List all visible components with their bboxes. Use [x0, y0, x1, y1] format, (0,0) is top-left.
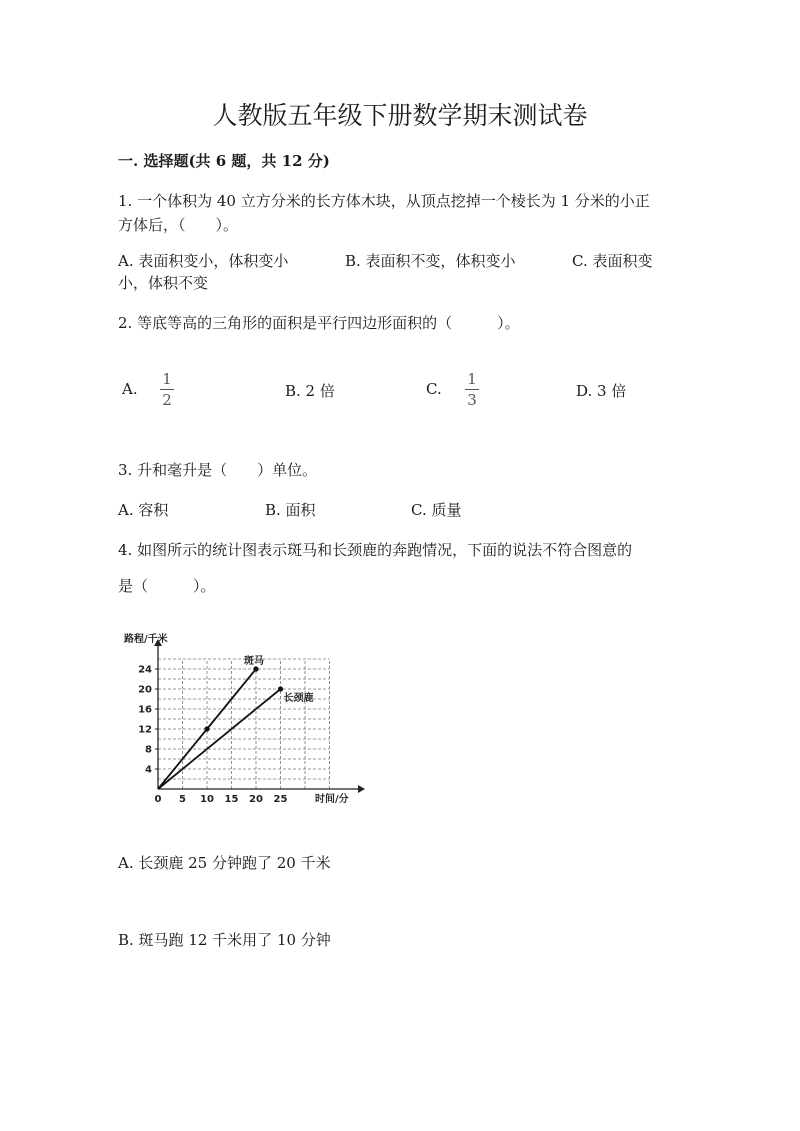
question-1-option-b: B. 表面积不变，体积变小: [345, 252, 516, 270]
question-2-option-b: B. 2 倍: [285, 382, 335, 400]
fraction-denominator: 2: [162, 391, 172, 409]
question-4-line2: 是（ ）。: [118, 577, 216, 595]
question-3-option-b: B. 面积: [265, 501, 316, 519]
y-tick-label: 12: [138, 724, 152, 736]
page-title: 人教版五年级下册数学期末测试卷: [212, 101, 588, 130]
x-tick-label: 15: [224, 794, 239, 805]
x-tick-label: 5: [179, 794, 186, 805]
series-label: 长颈鹿: [283, 693, 314, 704]
y-axis-label: 路程/千米: [124, 634, 168, 645]
chart-ticks: [138, 665, 287, 806]
section-heading: 一. 选择题(共 6 题，共 12 分): [118, 152, 330, 170]
question-1-option-a: A. 表面积变小，体积变小: [118, 252, 289, 270]
y-tick-label: 4: [145, 764, 152, 776]
question-4-option-a: A. 长颈鹿 25 分钟跑了 20 千米: [118, 854, 331, 872]
question-2-option-d: D. 3 倍: [576, 382, 627, 400]
y-tick-label: 8: [145, 744, 152, 756]
speed-chart: [110, 628, 375, 813]
series-label: 斑马: [244, 656, 264, 667]
question-3-text: 3. 升和毫升是（ ）单位。: [118, 461, 318, 479]
series-line-1: [158, 689, 281, 789]
chart-grid: [158, 659, 330, 789]
x-axis-label: 时间/分: [315, 794, 349, 805]
question-1-option-c: C. 表面积变: [572, 252, 653, 270]
question-1-line2: 方体后，（ ）。: [118, 216, 239, 234]
y-tick-label: 20: [138, 684, 152, 696]
question-2-option-c-label: C.: [426, 380, 442, 398]
series-point: [253, 666, 258, 671]
question-2-text: 2. 等底等高的三角形的面积是平行四边形面积的（ ）。: [118, 314, 520, 332]
x-tick-label: 10: [200, 794, 214, 805]
x-tick-label: 25: [273, 794, 288, 805]
question-1-option-c-cont: 小，体积不变: [118, 274, 209, 292]
question-4-option-b: B. 斑马跑 12 千米用了 10 分钟: [118, 931, 331, 949]
fraction-bar: [465, 389, 479, 390]
x-tick-label: 20: [249, 794, 263, 805]
question-4-line1: 4. 如图所示的统计图表示斑马和长颈鹿的奔跑情况，下面的说法不符合图意的: [118, 541, 633, 559]
question-3-option-c: C. 质量: [411, 501, 462, 519]
question-2-option-a-label: A.: [122, 380, 138, 398]
y-tick-label: 16: [138, 704, 152, 716]
series-point: [204, 726, 209, 731]
fraction-bar: [160, 389, 174, 390]
fraction-denominator: 3: [467, 391, 477, 409]
fraction-numerator: 1: [162, 370, 172, 388]
series-point: [278, 686, 283, 691]
fraction-one-half: [160, 370, 174, 409]
fraction-one-third: [465, 370, 479, 409]
question-3-option-a: A. 容积: [118, 501, 169, 519]
question-1-line1: 1. 一个体积为 40 立方分米的长方体木块，从顶点挖掉一个棱长为 1 分米的小正: [118, 192, 650, 210]
fraction-numerator: 1: [467, 370, 477, 388]
y-tick-label: 24: [138, 664, 152, 676]
x-axis-arrow: [358, 785, 365, 793]
x-tick-label: 0: [154, 794, 162, 805]
